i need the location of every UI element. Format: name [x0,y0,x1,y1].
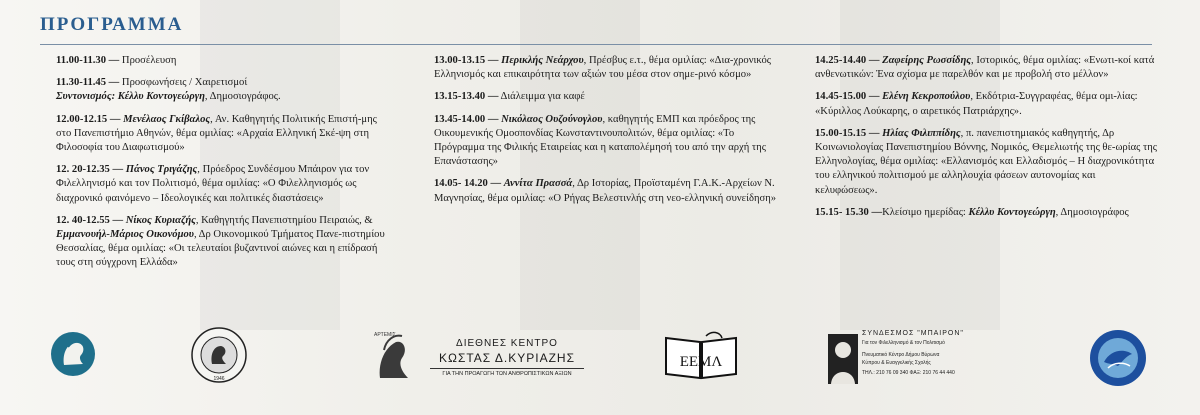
entry-time: 15.15- 15.30 — [815,206,883,218]
entry-time: 11.00-11.30 — [56,55,120,66]
entry-time: 14.05- 14.20 [434,178,488,190]
program-entry [815,127,1160,198]
entry-time: 13.00-13.15 [434,55,486,66]
byron-title: ΣΥΝΔΕΣΜΟΣ "ΜΠΑΙΡΟΝ" [862,330,964,337]
artemis-label: ΑΡΤΕΜΙΣ [374,332,396,338]
entry-text: Προσέλευση [119,55,177,66]
entry-text: Διάλειμμα για καφέ [498,91,585,103]
program-entry [434,177,784,205]
entry-text: , Αν. Καθηγητής Πολιτικής Επιστή-μης στο Πανεπιστήμιο Αθηνών, θέμα ομιλίας: «Αρχαία Ελληνική Σκέ-ψη στη Φιλοσοφία του Διαφωτισμού» [56,113,377,154]
program-entry [56,214,394,271]
entry-time: 11.30-11.45 — [56,77,120,89]
entry-text: Προσφωνήσεις / Χαιρετισμοί [119,77,248,89]
entry-text: , Πρέσβυς ε.τ., θέμα ομιλίας: «Δια-χρονικός Ελληνισμός και επικαιρότητα των αξιών του μέσα στον σημε-ρινό κόσμο» [434,55,771,81]
speaker-name: Νικόλαος Ουζούνογλου [501,113,603,125]
byron-society-logo [828,330,1018,386]
entry-time: 12.00-12.15 [56,113,108,125]
kyriazis-center-logo [422,338,592,377]
speaker-name: Ηλίας Φιλιππίδης [882,127,961,139]
entry-text: — [109,214,126,226]
entry-time: 12. 20-12.35 [56,164,110,176]
program-entry [434,54,784,82]
entry-text: — [866,91,883,103]
speaker-name: Ελένη Κεκροπούλου [882,91,971,103]
entry-time: 12. 40-12.55 [56,214,110,226]
program-column-1 [56,54,394,279]
speaker-name: Νίκος Κυριαζής [125,214,196,226]
program-entry [56,54,394,68]
entry-time: 14.25-14.40 [815,55,867,66]
entry-text: , Δημοσιογράφος [1055,206,1129,218]
speaker-name: Συντονισμός: Κέλλυ Κοντογεώργη [56,91,205,103]
entry-text: , Εκδότρια-Συγγραφέας, θέμα ομι-λίας: «Κύριλλος Λούκαρης, ο αιρετικός Πατριάρχης». [815,91,1138,117]
entry-text: — [109,164,126,176]
entry-time: 14.45-15.00 [815,91,867,103]
sponsor-logos [0,326,1200,411]
byron-phone: ΤΗΛ.: 210 76 09 340 ΦΑΞ: 210 76 44 440 [862,370,955,376]
entry-text: — [485,55,502,66]
entry-text: , π. πανεπιστημιακός καθηγητής, Δρ Κοινωνιολογίας Πανεπιστημίου Βόννης, Νομικός, Θεμελιωτής της θε-ωρίας της Ελληνολογίας, θέμα ομιλίας: «Ελλανισμός και Ελλαδισμός – Η διαχρονικότητα του ελληνικού πολιτισμού με αλληλουχία φάσεων αυτονομίας και κελυφώσεως». [815,127,1157,196]
title-divider [40,44,1152,45]
kentro-subtitle: ΓΙΑ ΤΗΝ ΠΡΟΑΓΩΓΗ ΤΩΝ ΑΝΘΡΩΠΙΣΤΙΚΩΝ ΑΞΙΩΝ [442,371,572,377]
artemis-logo [370,328,418,384]
speaker-name: Κέλλυ Κοντογεώργη [968,206,1056,218]
eeml-letters: ΕΕΜΛ [679,354,723,370]
speaker-name: Μενέλαος Γκίβαλος [123,113,211,125]
kentro-name: ΚΩΣΤΑΣ Δ.ΚΥΡΙΑΖΗΣ [438,351,576,365]
speaker-name: Ζαφείρης Ρωσσίδης [882,55,972,66]
byron-address-1: Πνευματικό Κέντρο Δήμου Βύρωνα [862,352,940,358]
program-entry [56,113,394,156]
entry-time: 13.15-13.40 — [434,91,499,103]
speaker-name: Εμμανουήλ-Μάριος Οικονόμου [56,229,194,241]
program-column-2 [434,54,784,214]
program-entry [434,113,784,170]
writers-society-seal [190,326,248,384]
entry-text: , Δρ Οικονομικού Τμήματος Πανε-πιστημίου Θεσσαλίας, θέμα ομιλίας: «Οι τελευταίοι βυζαντινοί αιώνες και η επίδρασή τους στη σύγχρονη Ελλάδα» [56,229,385,269]
entry-time: 13.45-14.00 [434,113,486,125]
program-entry [815,90,1160,118]
entry-time: 15.00-15.15 [815,127,867,139]
program-entry [56,163,394,206]
entry-text: — [866,127,883,139]
page-title: ΠΡΟΓΡΑΜΜΑ [40,14,184,35]
program-entry [434,90,784,104]
kentro-title: ΔΙΕΘΝΕΣ ΚΕΝΤΡΟ [456,338,558,349]
speaker-name: Πάνος Τριγάζης [125,164,198,176]
entry-text: , Ιστορικός, θέμα ομιλίας: «Ενωτι-κοί κατά ανθενωτικών: Ένα σχίσμα με παρελθόν και με προβολή στο μέλλον» [815,55,1155,81]
speaker-name: Περικλής Νεάρχου [501,55,584,66]
athena-head-logo [50,331,96,377]
entry-text: , Δρ Ιστορίας, Προϊσταμένη Γ.Α.Κ.-Αρχείων Ν. Μαγνησίας, θέμα ομιλίας: «Ο Ρήγας Βελεστινλής στη νεο-ελληνική συνείδηση» [434,178,777,204]
entry-text: — [107,113,124,125]
entry-text: , καθηγητής ΕΜΠ και πρόεδρος της Οικουμενικής Ομοσπονδίας Κωνσταντινουπολιτών, θέμα ομιλίας: «Το Πρόγραμμα της Φιλικής Εταιρείας και η καταπολέμησή του από την αρχή της Επανάστασης» [434,113,766,168]
byron-address-2: Κύπρου & Ευαγγελικής Σχολής [862,360,931,366]
seal-year: 1946 [213,376,225,382]
entry-text: Κλείσιμο ημερίδας: [882,206,969,218]
entry-text: — [487,178,504,190]
entry-text: , Πρόεδρος Συνδέσμου Μπάιρον για τον Φιλελληνισμό και τον Πολιτισμό, θέμα ομιλίας: «Ο Φιλελληνισμός ως διαχρονικό φαινόμενο – Ιδεολογικές και πολιτικές διαστάσεις» [56,164,370,204]
entry-text: , Καθηγητής Πανεπιστημίου Πειραιώς, & [195,214,373,226]
program-entry [56,76,394,104]
program-entry [815,206,1160,220]
entry-text: , Δημοσιογράφος. [204,91,281,103]
eeml-book-logo [662,330,740,382]
program-entry [815,54,1160,82]
byron-subtitle: Για τον Φιλελληνισμό & τον Πολιτισμό [862,340,945,346]
speaker-name: Αννίτα Πρασσά [503,178,573,190]
program-column-3 [815,54,1160,228]
byron-portrait [828,334,858,384]
enalios-editions-logo [1088,328,1148,388]
entry-text: — [485,113,502,125]
entry-text: — [866,55,883,66]
